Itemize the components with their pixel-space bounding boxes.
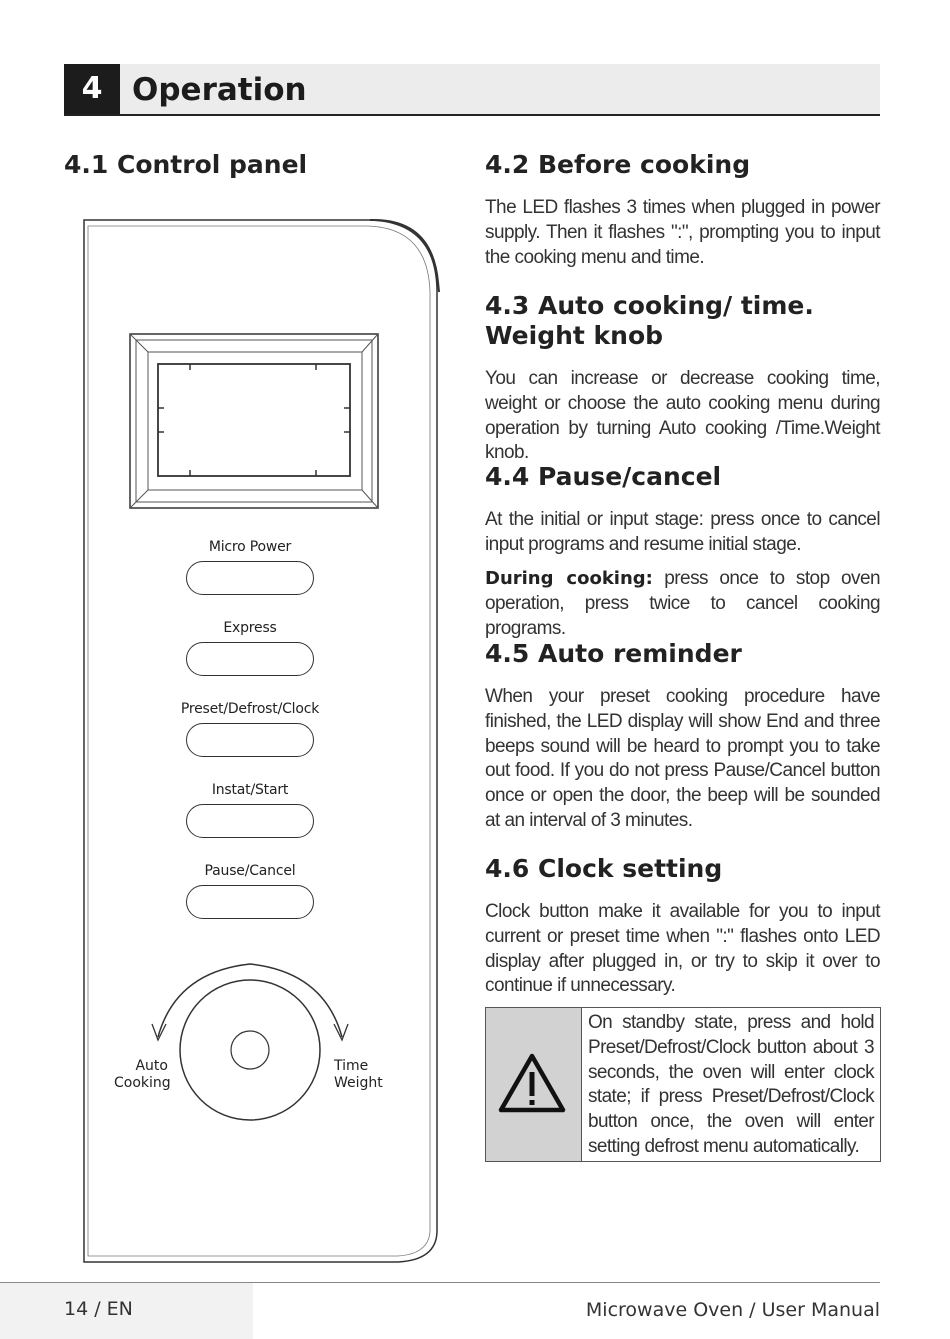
auto-reminder-text: When your preset cooking procedure have finished, the LED display will show End and three beeps sound will be heard to prompt you to take out food. If you do not press Pause/Cancel button once or open the door, the beep will be sounded at an interval of 3 minutes. [485, 686, 880, 831]
manual-title: Microwave Oven / User Manual [585, 1299, 880, 1321]
preset-defrost-clock-button[interactable] [186, 723, 314, 757]
instat-start-button[interactable] [186, 804, 314, 838]
note-icon-cell [486, 1008, 582, 1161]
auto-cooking-label [114, 1058, 171, 1092]
micro-power-label: Micro Power [208, 539, 292, 555]
clock-setting-heading: 4.6 Clock setting [485, 854, 723, 883]
auto-cooking-time-weight-knob[interactable] [152, 964, 348, 1120]
auto-cooking-heading [485, 291, 814, 351]
micro-power-button[interactable] [186, 561, 314, 595]
clock-setting-text: Clock button make it available for you to input current or preset time when ":" flashes onto LED display after plugged in, or try to skip it over to continue if unnecessary. [485, 901, 880, 997]
warning-triangle-icon [498, 1052, 566, 1114]
preset-defrost-clock-label: Preset/Defrost/Clock [180, 701, 320, 717]
before-cooking-text: The LED flashes 3 times when plugged in power supply. Then it flashes ":", prompting you to input the cooking menu and time. [485, 197, 880, 268]
time-label: Time [334, 1058, 369, 1074]
pause-cancel-heading: 4.4 Pause/cancel [485, 462, 722, 491]
chapter-title: Operation [132, 72, 307, 108]
auto-cooking-text: You can increase or decrease cooking time, weight or choose the auto cooking menu during operation by turning Auto cooking /Time.Weight knob. [485, 368, 880, 464]
during-cooking-text: press once to stop oven operation, press twice to cancel cooking programs. [485, 568, 880, 639]
auto-cooking-heading-line2: Weight knob [485, 321, 664, 350]
express-button[interactable] [186, 642, 314, 676]
warning-note [485, 1007, 881, 1162]
auto-label: Auto [135, 1058, 168, 1074]
page-number: 14 / EN [64, 1298, 133, 1320]
chapter-number: 4 [64, 64, 120, 114]
led-display [130, 334, 378, 508]
control-panel-heading: 4.1 Control panel [64, 150, 308, 179]
during-cooking-label: During cooking: [485, 568, 653, 589]
pause-cancel-button[interactable] [186, 885, 314, 919]
pause-cancel-label: Pause/Cancel [204, 863, 296, 879]
time-weight-label [334, 1058, 383, 1092]
instat-start-label: Instat/Start [211, 782, 289, 798]
weight-label: Weight [334, 1075, 383, 1091]
auto-reminder-heading: 4.5 Auto reminder [485, 639, 742, 668]
note-text: On standby state, press and hold Preset/Defrost/Clock button about 3 seconds, the oven will enter clock state; if press Preset/Defrost/Clock button once, the oven will enter setting defrost menu automatically. [588, 1012, 874, 1157]
cooking-label: Cooking [114, 1075, 171, 1091]
chapter-header [64, 64, 880, 116]
pause-cancel-text-during [485, 567, 880, 641]
express-label: Express [223, 620, 277, 636]
before-cooking-heading: 4.2 Before cooking [485, 150, 751, 179]
pause-cancel-text-initial: At the initial or input stage: press once to cancel input programs and resume initial stage. [485, 509, 880, 555]
auto-cooking-heading-line1: 4.3 Auto cooking/ time. [485, 291, 814, 320]
